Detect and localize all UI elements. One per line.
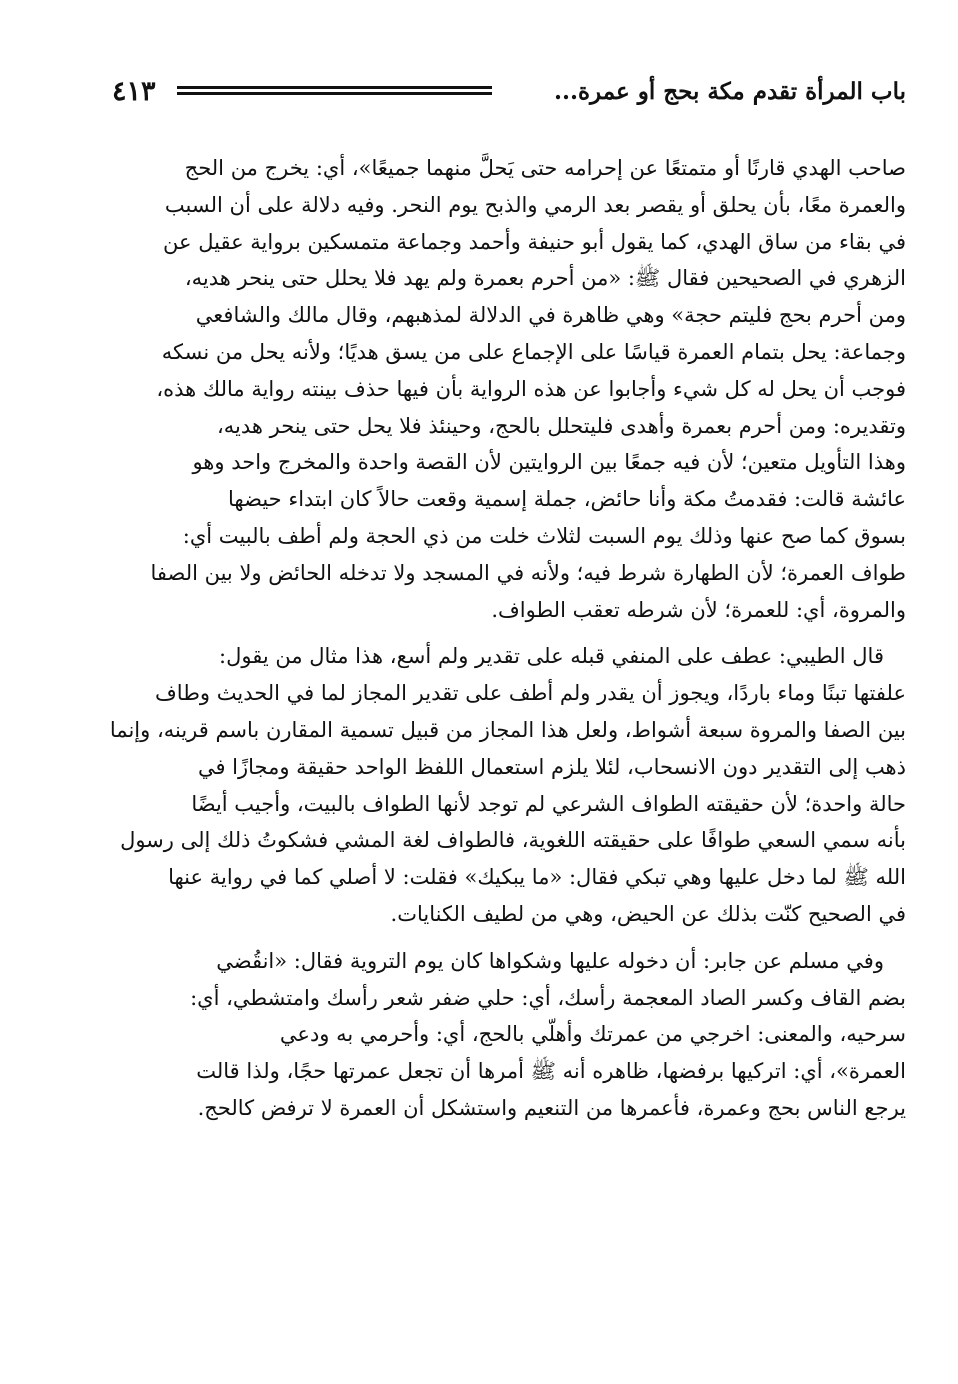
text-line: ومن أحرم بحج فليتم حجة» وهي ظاهرة في الدلالة لمذهبهم، وقال مالك والشافعي: [195, 303, 906, 328]
text-line: بضم القاف وكسر الصاد المعجمة رأسك، أي: حلي ضفر شعر رأسك وامتشطي، أي:: [190, 985, 906, 1010]
text-line: بين الصفا والمروة سبعة أشواط، ولعل هذا المجاز من قبيل تسمية المقارن باسم قرينه، وإنما: [109, 717, 906, 742]
paragraph-2: [52, 638, 906, 932]
chapter-title: باب المرأة تقدم مكة بحج أو عمرة...: [553, 78, 906, 105]
body-text: [52, 150, 906, 1127]
page-header: [112, 76, 906, 116]
text-line: ذهب إلى التقدير دون الانسحاب، لئلا يلزم استعمال اللفظ الواحد حقيقة ومجازًا في: [197, 754, 906, 779]
text-line: فوجب أن يحل له كل شيء وأجابوا عن هذه الرواية بأن فيها حذف بينته رواية مالك هذه،: [156, 376, 906, 401]
text-line: بأنه سمي السعي طوافًا على حقيقته اللغوية، فالطواف لغة المشي فشكوتُ ذلك إلى رسول: [120, 828, 906, 853]
text-line: في الصحيح كنّت بذلك عن الحيض، وهي من لطيف الكنايات.: [390, 901, 906, 926]
text-line: سرحيه، والمعنى: اخرجي من عمرتك وأهلّي بالحج، أي: وأحرمي به ودعي: [279, 1022, 906, 1047]
text-line: في بقاء من ساق الهدي، كما يقول أبو حنيفة وأحمد وجماعة متمسكين برواية عقيل عن: [163, 229, 906, 254]
text-line: والمروة، أي: للعمرة؛ لأن شرطه تعقب الطواف.: [491, 597, 906, 622]
text-line: حالة واحدة؛ لأن حقيقته الطواف الشرعي لم توجد لأنها الطواف بالبيت، وأجيب أيضًا: [191, 791, 906, 816]
text-line: الزهري في الصحيحين فقال ﷺ: «من أحرم بعمرة ولم يهد فلا يحلل حتى ينحر هديه،: [184, 266, 906, 291]
text-line: وفي مسلم عن جابر: أن دخوله عليها وشكواها كان يوم التروية فقال: «انقُضي: [216, 948, 884, 973]
text-line: الله ﷺ لما دخل عليها وهي تبكي فقال: «ما يبكيك» فقلت: لا أصلي كما في رواية عنها: [168, 865, 906, 890]
text-line: وجماعة: يحل بتمام العمرة قياسًا على الإجماع على من يسق هديًا؛ ولأنه يحل من نسكه: [161, 339, 906, 364]
text-line: علفتها تبنًا وماء باردًا، ويجوز أن يقدر ولم أطف على تقدير المجاز لما في الحديث وطاف: [155, 681, 906, 706]
paragraph-1: [52, 150, 906, 628]
paragraph-gap: [52, 628, 906, 638]
text-line: بسوق كما صح عنها وذلك يوم السبت لثلاث خلت من ذي الحجة ولم أطف بالبيت أي:: [182, 523, 906, 548]
text-line: وتقديره: ومن أحرم بعمرة وأهدى فليتحلل بالحج، وحينئذ فلا يحل حتى ينحر هديه،: [216, 413, 906, 438]
text-line: قال الطيبي: عطف على المنفي قبله على تقدير ولم أسع، هذا مثال من يقول:: [219, 644, 884, 669]
header-rule-line: [177, 92, 492, 95]
header-rule-line: [177, 86, 492, 89]
paragraph-3: [52, 943, 906, 1127]
header-rule: [177, 86, 492, 98]
page-number: ٤١٣: [112, 76, 156, 107]
text-line: والعمرة معًا، بأن يحلق أو يقصر بعد الرمي والذبح يوم النحر. وفيه دلالة على أن السبب: [164, 192, 906, 217]
text-line: العمرة»، أي: اتركيها برفضها، ظاهره أنه ﷺ أمرها أن تجعل عمرتها حجًا، ولذا قالت: [196, 1059, 906, 1084]
paragraph-gap: [52, 933, 906, 943]
text-line: صاحب الهدي قارنًا أو متمتعًا عن إحرامه حتى يَحلَّ منهما جميعًا»، أي: يخرج من الحج: [184, 156, 906, 180]
text-line: يرجع الناس بحج وعمرة، فأعمرها من التنعيم واستشكل أن العمرة لا ترفض كالحج.: [197, 1095, 906, 1120]
text-line: وهذا التأويل متعين؛ لأن فيه جمعًا بين الروايتين لأن القصة واحدة والمخرج واحد وهو: [192, 450, 906, 475]
text-line: عائشة قالت: فقدمتُ مكة وأنا حائض، جملة إسمية وقعت حالاً كان ابتداء حيضها: [228, 487, 906, 512]
text-line: طواف العمرة؛ لأن الطهارة شرط فيه؛ ولأنه في المسجد ولا تدخله الحائض ولا بين الصفا: [150, 560, 906, 585]
